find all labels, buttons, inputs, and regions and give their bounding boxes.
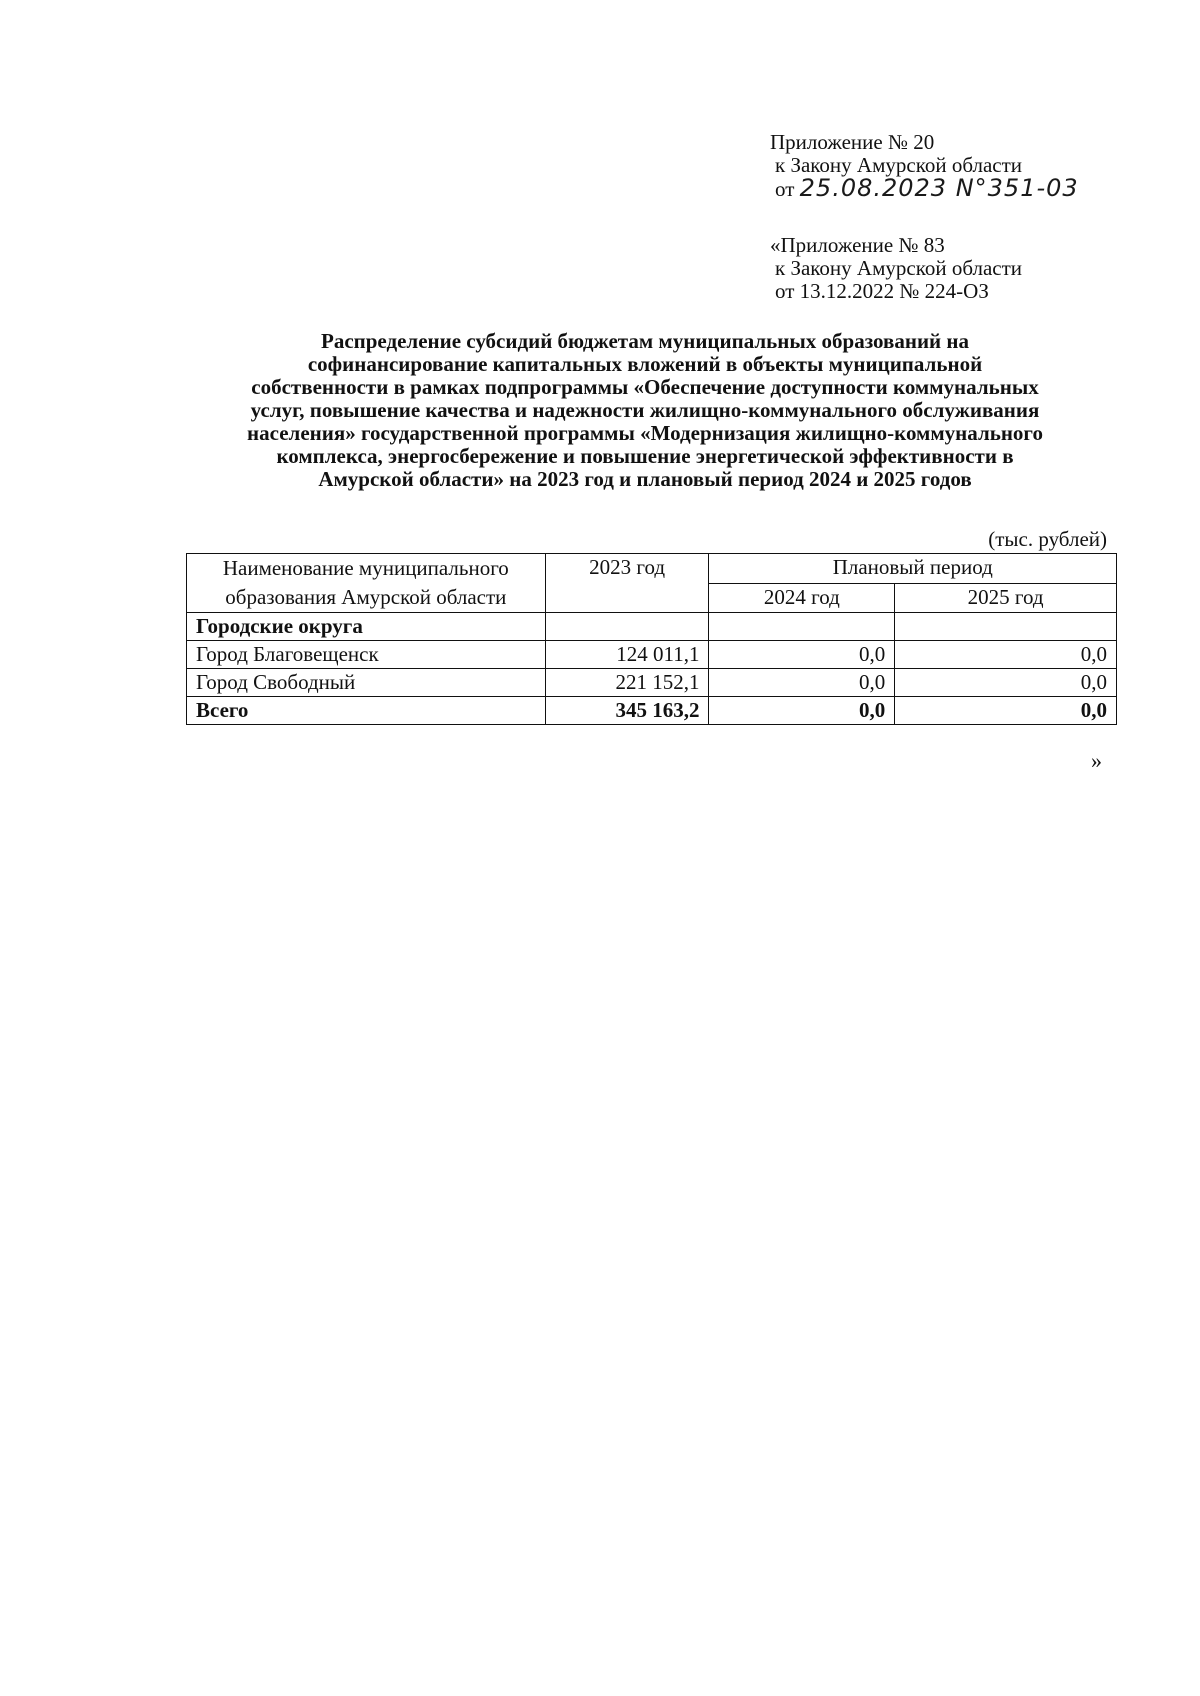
total-row [187, 697, 1117, 725]
table-cell-empty [895, 613, 1117, 641]
header-municipality-name: Наименование муниципального образования Амурской области [187, 554, 546, 613]
table-cell-empty [545, 613, 709, 641]
row-value-2025: 0,0 [895, 669, 1117, 697]
header-planned-period: Плановый период [709, 554, 1117, 584]
table-cell-empty [709, 613, 895, 641]
title-line: населения» государственной программы «Модернизация жилищно-коммунального [247, 421, 1043, 445]
title-line: Распределение субсидий бюджетам муниципальных образований на [321, 329, 969, 353]
header-year-2024: 2024 год [709, 583, 895, 613]
row-value-2023: 124 011,1 [545, 641, 709, 669]
header-year-2025: 2025 год [895, 583, 1117, 613]
title-line: Амурской области» на 2023 год и плановый период 2024 и 2025 годов [318, 467, 972, 491]
total-value-2025: 0,0 [895, 697, 1117, 725]
row-name: Город Свободный [187, 669, 546, 697]
appendix-83-date: от 13.12.2022 № 224-ОЗ [775, 279, 989, 303]
appendix-20-law: к Закону Амурской области [775, 153, 1023, 177]
title-line: собственности в рамках подпрограммы «Обеспечение доступности коммунальных [251, 375, 1039, 399]
section-label: Городские округа [187, 613, 546, 641]
header-year-2023: 2023 год [545, 554, 709, 613]
closing-quote: » [1091, 748, 1102, 773]
row-value-2024: 0,0 [709, 641, 895, 669]
title-line: услуг, повышение качества и надежности жилищно-коммунального обслуживания [250, 398, 1040, 422]
table-header-row [187, 554, 1117, 584]
row-value-2023: 221 152,1 [545, 669, 709, 697]
appendix-20-block [770, 131, 1170, 201]
appendix-83-number: «Приложение № 83 [770, 233, 945, 257]
total-value-2023: 345 163,2 [545, 697, 709, 725]
subsidy-distribution-table [186, 553, 1117, 725]
appendix-20-date-prefix: от [775, 177, 795, 201]
row-value-2024: 0,0 [709, 669, 895, 697]
row-name: Город Благовещенск [187, 641, 546, 669]
total-label: Всего [187, 697, 546, 725]
document-title [180, 330, 1110, 491]
appendix-83-law: к Закону Амурской области [775, 256, 1023, 280]
appendix-83-block [770, 234, 1170, 303]
section-row [187, 613, 1117, 641]
handwritten-date-number: 25.08.2023 N°351-03 [799, 174, 1079, 202]
title-line: софинансирование капитальных вложений в объекты муниципальной [307, 352, 983, 376]
table-row [187, 641, 1117, 669]
units-label: (тыс. рублей) [988, 527, 1107, 551]
appendix-20-date [770, 174, 1170, 202]
table-row [187, 669, 1117, 697]
title-line: комплекса, энергосбережение и повышение энергетической эффективности в [276, 444, 1014, 468]
row-value-2025: 0,0 [895, 641, 1117, 669]
appendix-20-number: Приложение № 20 [770, 130, 935, 154]
total-value-2024: 0,0 [709, 697, 895, 725]
